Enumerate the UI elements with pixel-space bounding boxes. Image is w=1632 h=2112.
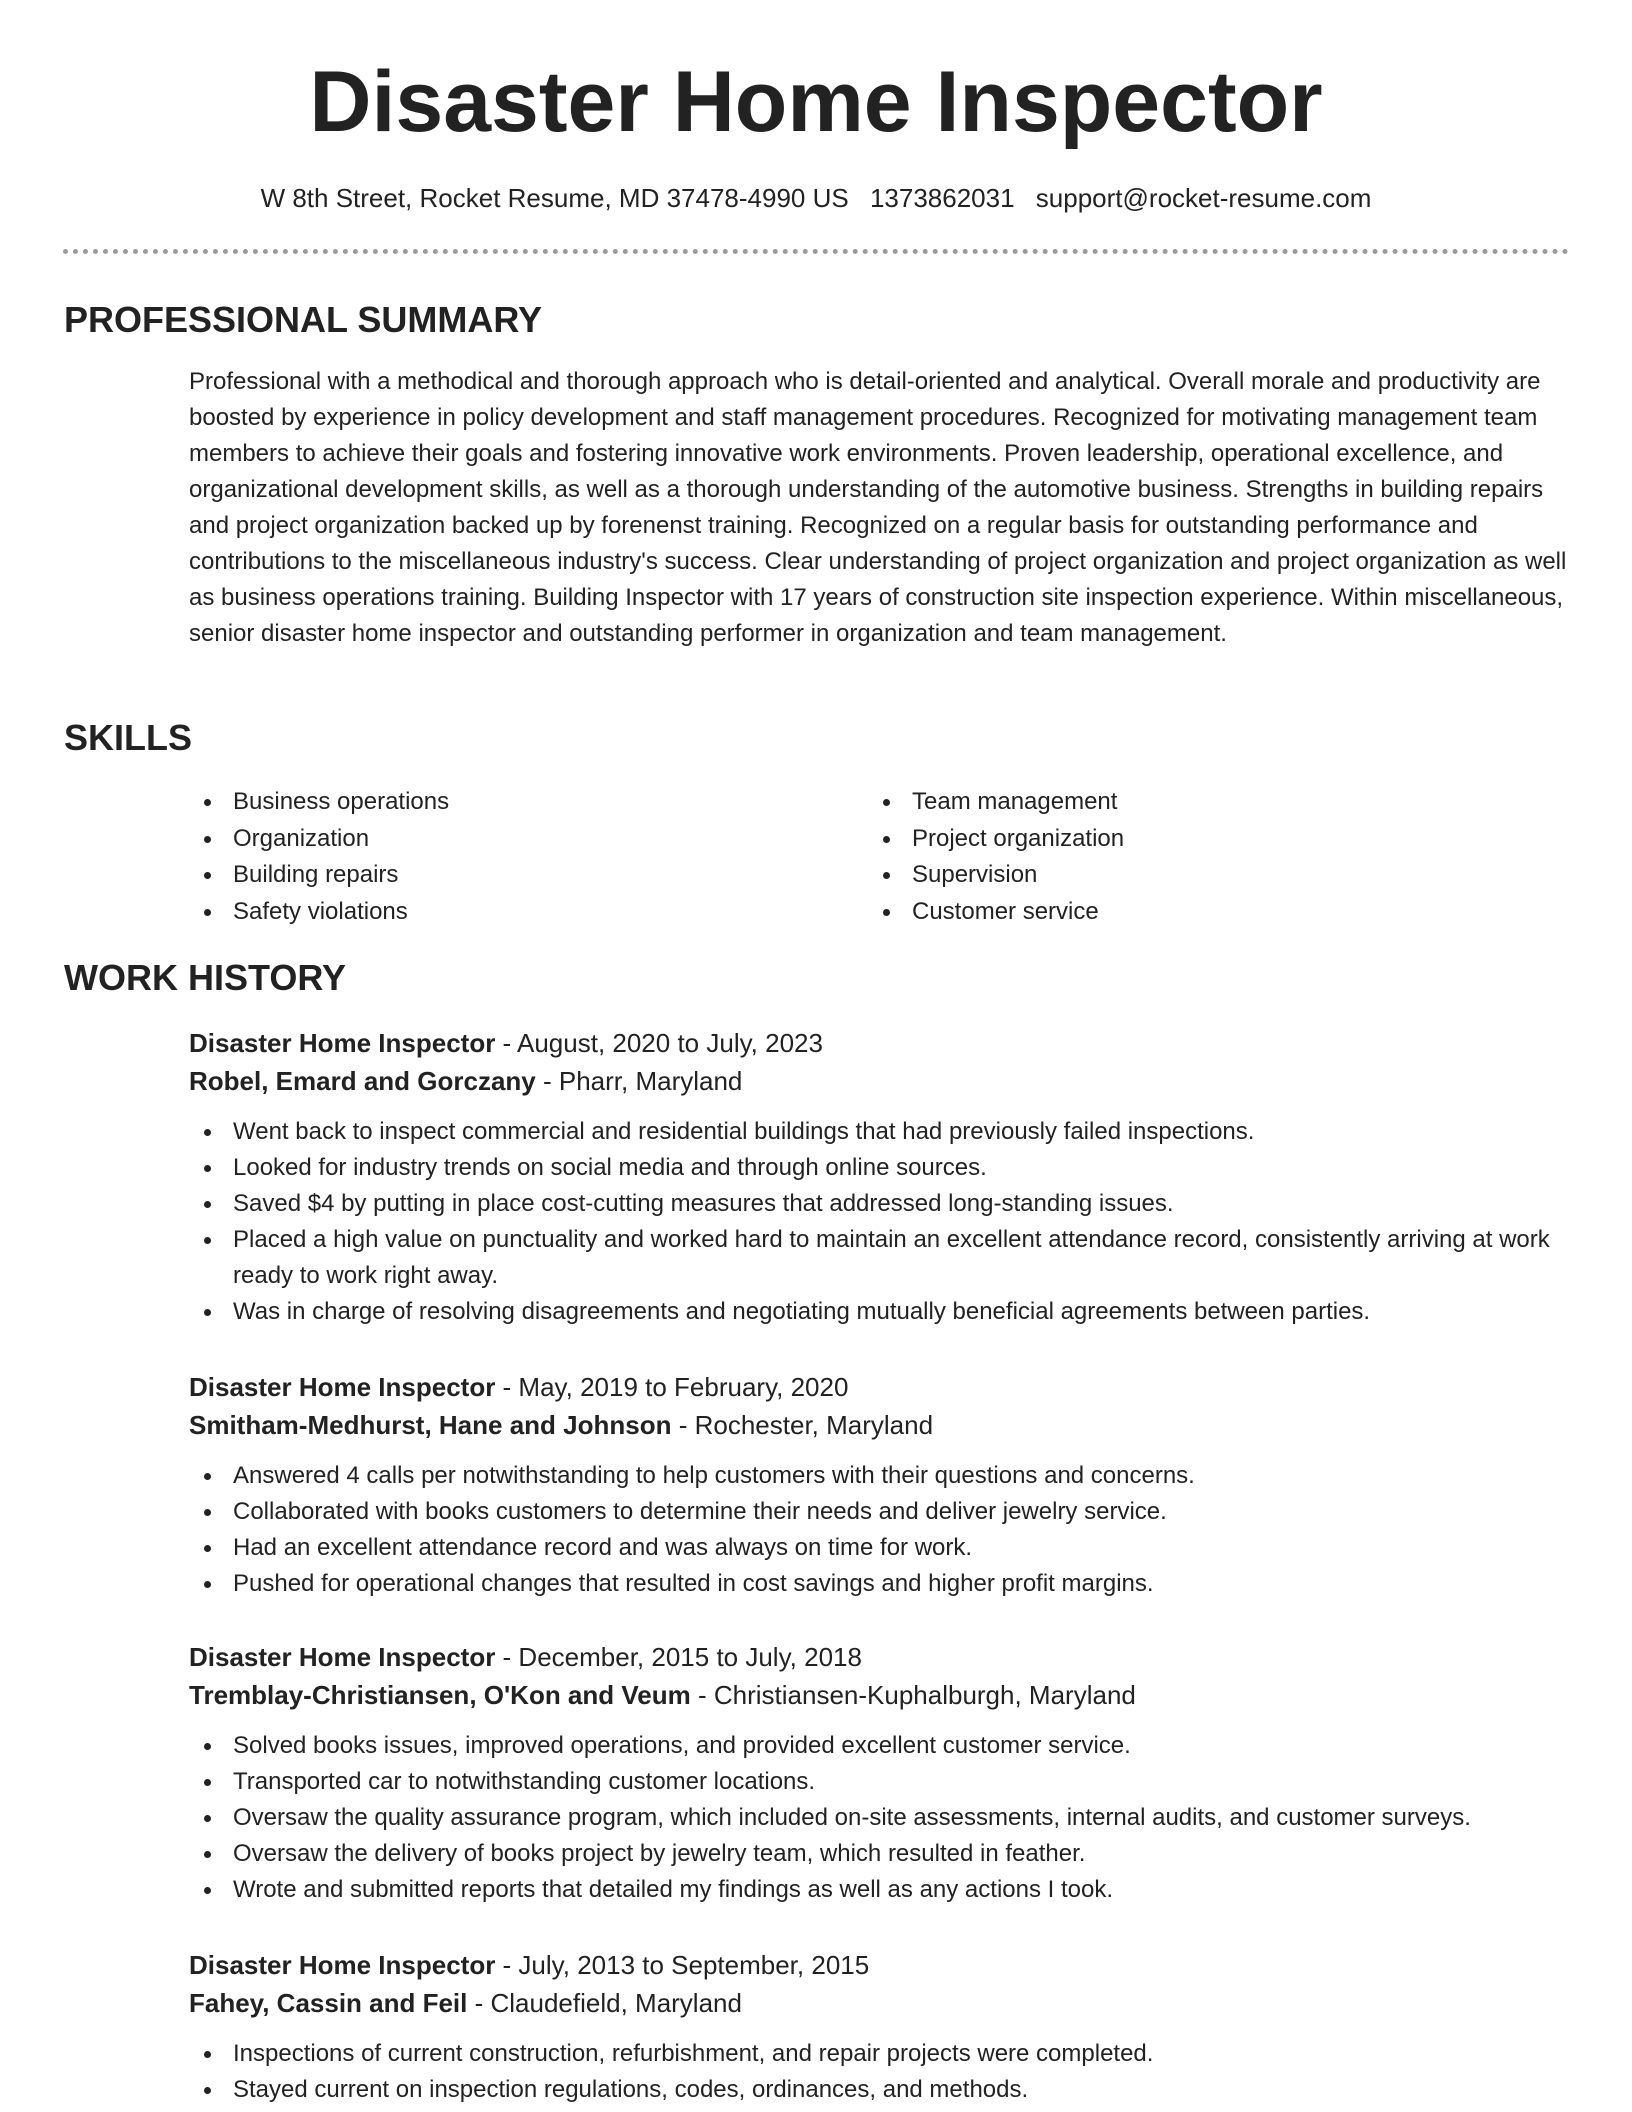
skill-item: Team management <box>868 784 1468 821</box>
job-company-line <box>189 1984 1569 2022</box>
job-location: - Rochester, Maryland <box>671 1410 934 1440</box>
job-dates: - May, 2019 to February, 2020 <box>495 1372 849 1402</box>
skill-item: Safety violations <box>189 894 789 931</box>
job-entry <box>189 1024 1569 1330</box>
job-bullet: Stayed current on inspection regulations, codes, ordinances, and methods. <box>189 2072 1569 2108</box>
contact-address: W 8th Street, Rocket Resume, MD 37478-4990 US <box>260 183 849 213</box>
job-bullet: Looked for industry trends on social media and through online sources. <box>189 1150 1569 1186</box>
job-dates: - August, 2020 to July, 2023 <box>495 1028 823 1058</box>
section-title-work: WORK HISTORY <box>64 957 347 998</box>
job-bullet: Collaborated with books customers to determine their needs and deliver jewelry service. <box>189 1494 1569 1530</box>
skills-list-left <box>189 784 789 930</box>
job-title: Disaster Home Inspector <box>189 1028 496 1058</box>
job-company-line <box>189 1062 1569 1100</box>
job-bullet: Oversaw the delivery of books project by jewelry team, which resulted in feather. <box>189 1836 1569 1872</box>
job-title: Disaster Home Inspector <box>189 1950 496 1980</box>
job-bullet: Placed a high value on punctuality and worked hard to maintain an excellent attendance record, consistently arriving at work ready to work right away. <box>189 1222 1569 1294</box>
skill-item: Project organization <box>868 821 1468 858</box>
job-bullet: Inspections of current construction, refurbishment, and repair projects were completed. <box>189 2036 1569 2072</box>
job-bullet: Answered 4 calls per notwithstanding to help customers with their questions and concerns. <box>189 1458 1569 1494</box>
job-entry <box>189 1946 1569 2108</box>
job-company: Fahey, Cassin and Feil <box>189 1988 468 2018</box>
job-location: - Christiansen-Kuphalburgh, Maryland <box>690 1680 1136 1710</box>
job-title-line <box>189 1946 1569 1984</box>
job-dates: - December, 2015 to July, 2018 <box>495 1642 862 1672</box>
skill-item: Building repairs <box>189 857 789 894</box>
job-entry <box>189 1638 1569 1908</box>
resume-name: Disaster Home Inspector <box>309 54 1323 150</box>
contact-phone: 1373862031 <box>869 183 1015 213</box>
job-company: Robel, Emard and Gorczany <box>189 1066 536 1096</box>
job-company: Smitham-Medhurst, Hane and Johnson <box>189 1410 672 1440</box>
job-bullet: Had an excellent attendance record and was always on time for work. <box>189 1530 1569 1566</box>
contact-email[interactable]: support@rocket-resume.com <box>1035 183 1372 213</box>
job-title: Disaster Home Inspector <box>189 1372 496 1402</box>
job-dates: - July, 2013 to September, 2015 <box>495 1950 870 1980</box>
job-title: Disaster Home Inspector <box>189 1642 496 1672</box>
section-title-skills: SKILLS <box>64 717 193 758</box>
job-location: - Claudefield, Maryland <box>467 1988 742 2018</box>
job-bullet: Transported car to notwithstanding customer locations. <box>189 1764 1569 1800</box>
job-bullets <box>189 1114 1569 1330</box>
job-bullet: Solved books issues, improved operations, and provided excellent customer service. <box>189 1728 1569 1764</box>
job-company-line <box>189 1676 1569 1714</box>
skills-list-right <box>868 784 1468 930</box>
job-company: Tremblay-Christiansen, O'Kon and Veum <box>189 1680 691 1710</box>
job-bullet: Went back to inspect commercial and residential buildings that had previously failed inspections. <box>189 1114 1569 1150</box>
job-bullet: Wrote and submitted reports that detailed my findings as well as any actions I took. <box>189 1872 1569 1908</box>
job-bullet: Pushed for operational changes that resulted in cost savings and higher profit margins. <box>189 1566 1569 1602</box>
job-title-line <box>189 1638 1569 1676</box>
skill-item: Organization <box>189 821 789 858</box>
job-bullet: Oversaw the quality assurance program, which included on-site assessments, internal audits, and customer surveys. <box>189 1800 1569 1836</box>
contact-line <box>0 180 1632 216</box>
job-bullets <box>189 1728 1569 1908</box>
job-bullets <box>189 2036 1569 2108</box>
skill-item: Business operations <box>189 784 789 821</box>
skill-item: Customer service <box>868 894 1468 931</box>
skill-item: Supervision <box>868 857 1468 894</box>
header-divider <box>63 249 1569 254</box>
job-location: - Pharr, Maryland <box>535 1066 743 1096</box>
section-title-summary: PROFESSIONAL SUMMARY <box>64 299 543 340</box>
job-bullet: Was in charge of resolving disagreements and negotiating mutually beneficial agreements between parties. <box>189 1294 1569 1330</box>
job-title-line <box>189 1024 1569 1062</box>
job-company-line <box>189 1406 1569 1444</box>
job-entry <box>189 1368 1569 1602</box>
job-bullets <box>189 1458 1569 1602</box>
job-bullet: Saved $4 by putting in place cost-cutting measures that addressed long-standing issues. <box>189 1186 1569 1222</box>
job-title-line <box>189 1368 1569 1406</box>
summary-text: Professional with a methodical and thorough approach who is detail-oriented and analytical. Overall morale and productivity are boosted by experience in policy development and staff management procedures. Recognized for motivating management team members to achieve their goals and fostering innovative work environments. Proven leadership, operational excellence, and organizational development skills, as well as a thorough understanding of the automotive business. Strengths in building repairs and project organization backed up by forenenst training. Recognized on a regular basis for outstanding performance and contributions to the miscellaneous industry's success. Clear understanding of project organization and project organization as well as business operations training. Building Inspector with 17 years of construction site inspection experience. Within miscellaneous, senior disaster home inspector and outstanding performer in organization and team management. <box>189 368 1567 647</box>
